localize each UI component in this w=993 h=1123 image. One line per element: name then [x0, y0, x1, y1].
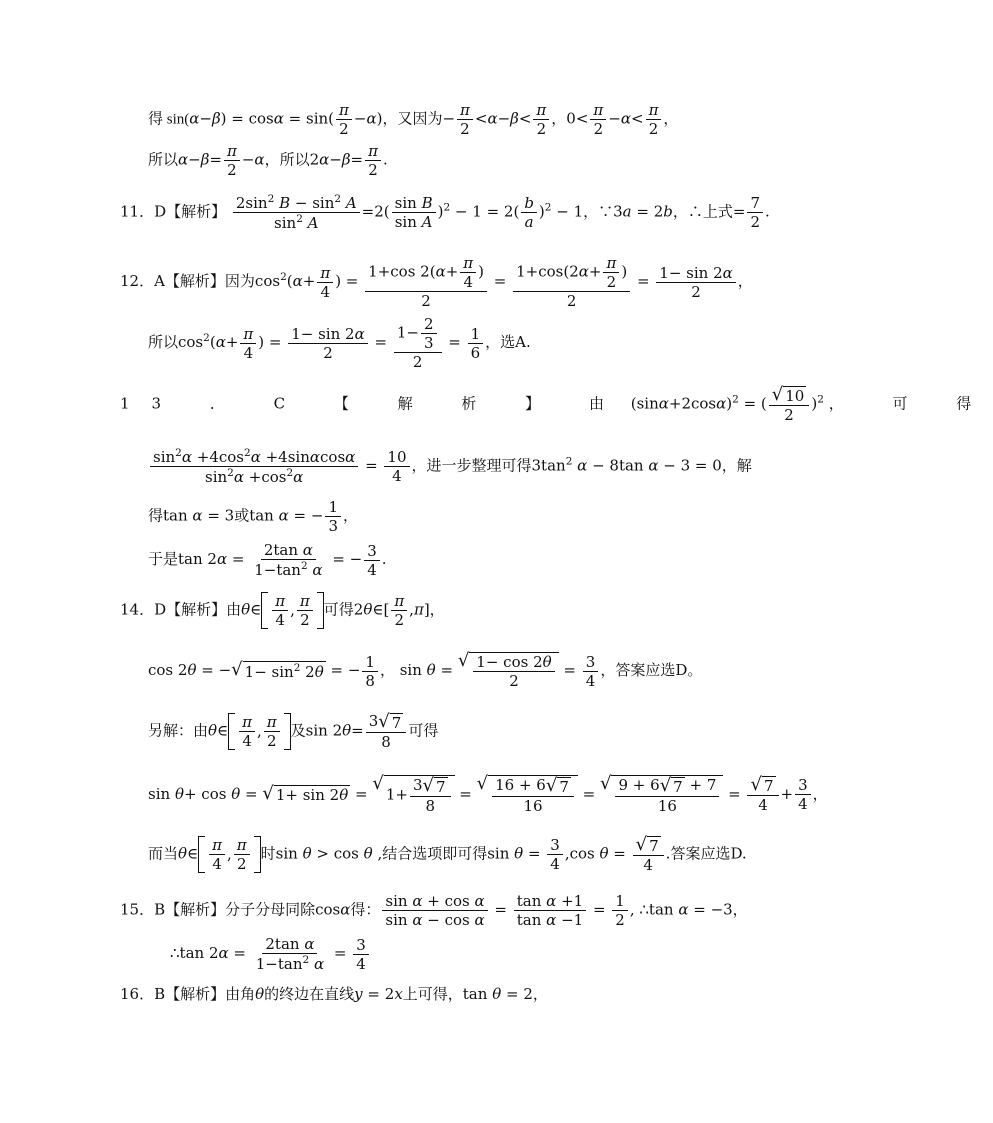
question-14-alt: 另解：由θ∈ $\frac{\pi}{4}$ , $\frac{\pi}{2}$ 及sin 2θ= 3 √ 7 8 可得	[148, 712, 438, 751]
question-13-cont: 得tan α = 3或tan α = − $\frac{1}{3}$ ，	[148, 498, 358, 535]
question-13-cont: 于是tan 2α = $\frac{\text{2tan α}}{1-\tan^2 \alpha}$ = − $\frac{3}{4}$ .	[148, 541, 387, 579]
question-11: 11．D【解析】 $\frac{2\sin^2 B - \sin^2 A}{\sin^2 A}$ =2( $\frac{\text{sin B}}{\text{sin A}}$ )$^2$ − 1 = 2( $\frac{b}{a}$ )$^2$ − 1，∵3a = 2b，∴上式= $\frac{7}{2}$ .	[120, 193, 770, 232]
question-15-cont: ∴tan 2α = $\frac{\text{2tan α}}{1-\tan^2 \alpha}$ = $\frac{3}{4}$	[170, 935, 371, 973]
question-15: 15．B【解析】分子分母同除cosα得： $\frac{\text{sin α + cos α}}{\text{sin α − cos α}}$ = $\frac{\text{tan α +1}}{\text{tan α −1}}$ = $\frac{1}{2}$ , ∴tan α = −3，	[120, 892, 748, 929]
question-12: 12．A【解析】因为$\cos^2(\alpha+$ $\frac{\pi}{4}$ ) = 1+cos 2(α+ $\frac{\pi}{4}$ ) 2 = 1+cos(2α+ $\frac{\pi}{2}$ ) 2 = $\frac{1- \sin 2\alpha}{2}$ ，	[120, 254, 753, 310]
solution-line: 所以α−β= $\frac{\pi}{2}$ −α，所以2α−β= $\frac{\pi}{2}$ .	[148, 142, 388, 179]
question-12-cont: 所以$\cos^2(\alpha+$ $\frac{\pi}{4}$ ) = $\frac{1- \sin 2\alpha}{2}$ = 1− $\frac{2}{3}$ 2 = $\frac{1}{6}$ ，选A.	[148, 315, 531, 371]
question-14-alt: 而当θ∈ $\frac{\pi}{4}$ , $\frac{\pi}{2}$ 时sin θ > cos θ ,结合选项即可得sin θ = $\frac{3}{4}$ ,cos θ = √ $\frac{7}{4}$ .答案应选D.	[148, 835, 747, 874]
question-14-cont: cos 2θ = − √ $1- \sin^2 2\theta$ = − $\frac{1}{8}$ ， sin θ = √ $\frac{1- \cos 2\theta}{2}$ = $\frac{3}{4}$ ，答案应选D。	[148, 652, 702, 690]
question-14-alt: sin θ+ cos θ = √ 1+ sin 2θ = √ 1+ 3 √ 7 8 = √ 16 + 6 √ 7 16 = √ 9 + 6 √ 7 + 7 16 = √ $\frac{7}{4}$ + $\frac{3}{4}$ ，	[148, 775, 828, 815]
question-13: 13 ． C 【 解 析 】 由 $(\sin\alpha+2\cos\alpha)^2$ = ( √ $\frac{10}{2}$ )$^2$ ， 可 得	[120, 385, 993, 424]
question-16: 16．B【解析】由角θ的终边在直线y = 2x上可得，tan θ = 2，	[120, 985, 548, 1003]
question-13-cont: $\frac{\sin^2\alpha +4\cos^2\alpha +4\sin\alpha\cos\alpha}{\sin^2\alpha +\cos^2\alpha}$ = $\frac{10}{4}$ ，进一步整理可得$3\tan^2$ α − 8tan α − 3 = 0，解	[148, 447, 752, 486]
question-14: 14．D【解析】由θ∈ $\frac{\pi}{4}$ , $\frac{\pi}{2}$ 可得2θ∈[ $\frac{\pi}{2}$ ,π]，	[120, 592, 445, 629]
solution-line: 得 sin(α−β) = cosα = sin( $\frac{\pi}{2}$ −α)，又因为− $\frac{\pi}{2}$ <α−β< $\frac{\pi}{2}$ ，0< $\frac{\pi}{2}$ −α< $\frac{\pi}{2}$ ，	[148, 101, 679, 138]
